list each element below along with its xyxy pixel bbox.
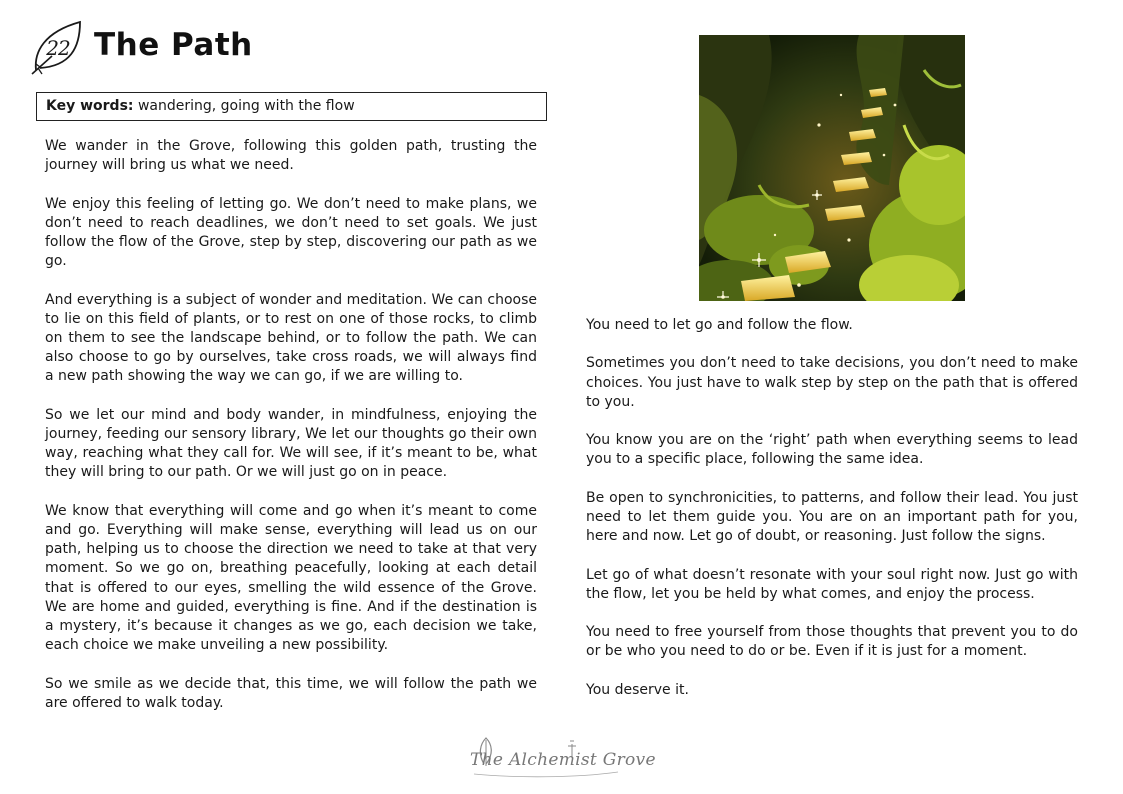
paragraph: Be open to synchronicities, to patterns, and follow their lead. You just need to let them guide you. You are on an important path for you, here and now. Let go of doubt, or reasoning. Just follow the signs. xyxy=(586,489,1078,545)
meditation-text xyxy=(45,137,537,713)
keywords-label: Key words: xyxy=(46,98,134,114)
footer-logo xyxy=(466,736,656,780)
paragraph: Let go of what doesn’t resonate with your soul right now. Just go with the flow, let you be held by what comes, and enjoy the process. xyxy=(586,566,1078,602)
brand-name: The Alchemist Grove xyxy=(470,750,656,770)
paragraph: You deserve it. xyxy=(586,681,689,698)
paragraph: You need to free yourself from those thoughts that prevent you to do or be who you need to do or be. Even if it is just for a moment. xyxy=(586,624,1078,660)
golden-path-illustration xyxy=(699,35,965,301)
paragraph: So we let our mind and body wander, in mindfulness, enjoying the journey, feeding our sensory library, We let our thoughts go their own way, reaching what they call for. We will see, if it’s meant to be, what they will bring to our path. Or we will just go on in peace. xyxy=(45,406,537,481)
paragraph: We enjoy this feeling of letting go. We don’t need to make plans, we don’t need to reach deadlines, we don’t need to set goals. We just follow the flow of the Grove, step by step, discovering our path as we go. xyxy=(45,195,537,270)
keywords-box xyxy=(36,92,547,121)
paragraph: We wander in the Grove, following this golden path, trusting the journey will bring us what we need. xyxy=(45,138,537,174)
card-meaning-text xyxy=(586,316,1078,700)
leaf-icon xyxy=(30,18,86,76)
paragraph: You need to let go and follow the flow. xyxy=(586,317,853,333)
paragraph: And everything is a subject of wonder and meditation. We can choose to lie on this field of plants, or to rest on one of those rocks, to climb on them to see the landscape behind, or to follow the path. We can also choose to go by ourselves, take cross roads, we will always find a new path showing the way we can go, if we are willing to. xyxy=(45,291,537,385)
keywords-value: wandering, going with the flow xyxy=(133,98,355,114)
paragraph: We know that everything will come and go when it’s meant to come and go. Everything will make sense, everything will lead us on our path, helping us to choose the direction we need to take at that very moment. So we go on, breathing peacefully, looking at each detail that is offered to our eyes, smelling the wild essence of the Grove. We are home and guided, everything is fine. And if the destination is a mystery, it’s because it changes as we go, each decision we take, each choice we make unveiling a new possibility. xyxy=(45,502,537,654)
paragraph: So we smile as we decide that, this time, we will follow the path we are offered to walk today. xyxy=(45,675,537,711)
paragraph: Sometimes you don’t need to take decisions, you don’t need to make choices. You just have to walk step by step on the path that is offered to you. xyxy=(586,355,1078,410)
card-title: The Path xyxy=(94,27,253,63)
card-number: 22 xyxy=(46,36,70,60)
paragraph: You know you are on the ‘right’ path when everything seems to lead you to a specific place, following the same idea. xyxy=(586,432,1078,468)
